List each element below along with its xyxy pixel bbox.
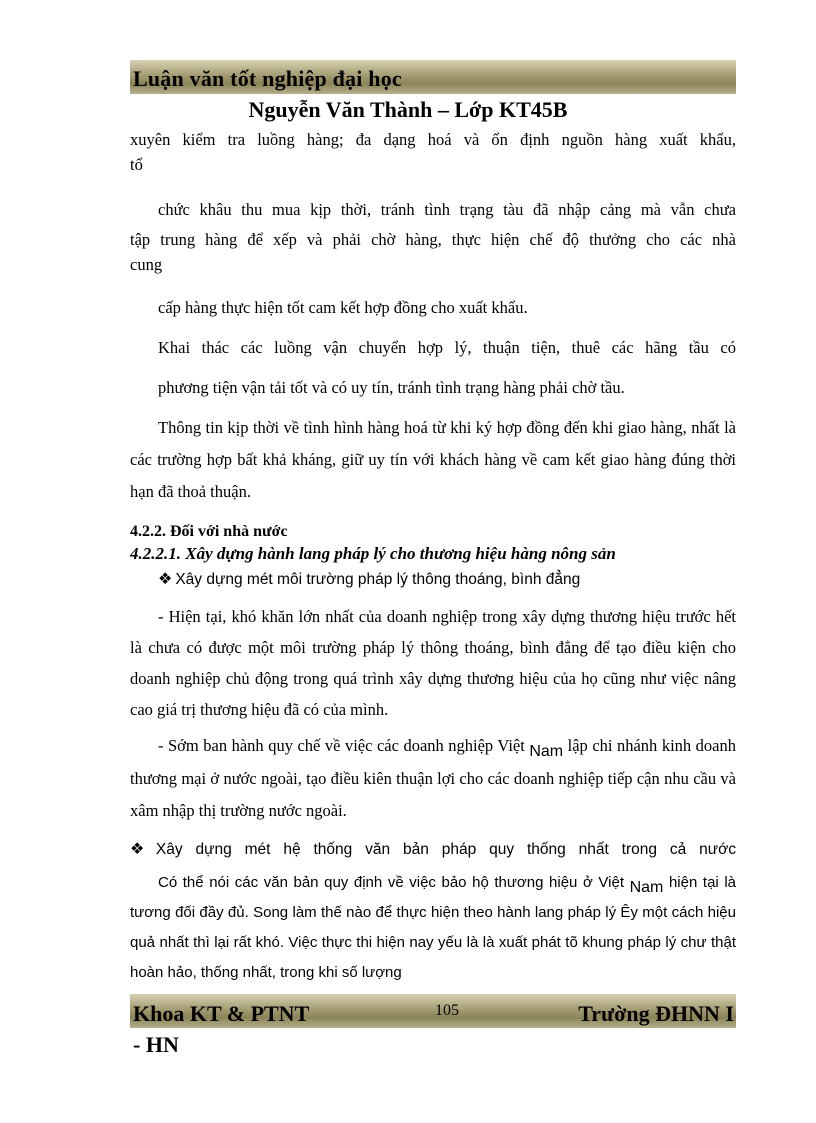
- heading-4-2-2: 4.2.2. Đối với nhà nước: [130, 523, 288, 540]
- paragraph-8: [130, 730, 736, 827]
- footer-university: Trường ĐHNN I: [578, 1001, 734, 1026]
- paragraph-4: Khai thác các luồng vận chuyển hợp lý, thuận tiện, thuê các hãng tầu có: [158, 338, 736, 357]
- page-body: [130, 127, 736, 988]
- paragraph-8-nam: Nam: [529, 743, 564, 760]
- diamond-bullet-icon: ❖: [158, 571, 173, 588]
- header-title: Luận văn tốt nghiệp đại học: [133, 66, 402, 91]
- paragraph-8-text-a: - Sớm ban hành quy chế về việc các doanh nghiệp Việt: [158, 736, 525, 755]
- paragraph-1: [130, 127, 736, 177]
- paragraph-2-line-3: cung: [130, 255, 163, 274]
- paragraph-7: - Hiện tại, khó khăn lớn nhất của doanh nghiệp trong xây dựng thương hiệu trước hết là chưa có được một môi trường pháp lý thông thoáng, bình đẳng để tạo điều kiện cho doanh nghiệp chủ động trong quá trình xây dựng thương hiệu của họ cũng như việc nâng cao giá trị thương hiệu đã có của mình.: [130, 607, 736, 719]
- header-author: Nguyễn Văn Thành – Lớp KT45B: [248, 97, 568, 122]
- heading-4-2-2-1: 4.2.2.1. Xây dựng hành lang pháp lý cho thương hiệu hàng nông sản: [130, 544, 616, 563]
- paragraph-9-nam: Nam: [629, 879, 664, 896]
- footer-faculty: Khoa KT & PTNT: [133, 1001, 310, 1026]
- paragraph-9-text-b: hiện tại là tương đối đầy đủ. Song làm thế nào để thực hiện theo hành lang pháp lý Êy một cách hiệu quả nhất thì lại rất khó. Việc thực thi hiện nay yếu là là xuất phát tõ khung pháp lý chư thật hoàn hảo, thống nhất, trong khi số lượng: [130, 874, 736, 981]
- bullet-1: [130, 565, 736, 595]
- page-number: 105: [435, 1002, 459, 1019]
- diamond-bullet-icon: ❖: [130, 841, 153, 858]
- paragraph-9: [130, 868, 736, 988]
- bullet-1-text: Xây dựng mét môi trường pháp lý thông thoáng, bình đẳng: [175, 571, 581, 588]
- paragraph-2-line-2: tập trung hàng để xếp và phải chờ hàng, thực hiện chế độ thưởng cho các nhà: [130, 230, 736, 249]
- paragraph-2-line-1: chức khâu thu mua kịp thời, tránh tình trạng tàu đã nhập cảng mà vẫn chưa: [158, 200, 736, 219]
- bullet-2: [130, 835, 736, 865]
- bullet-2-text: Xây dựng mét hệ thống văn bản pháp quy thống nhất trong cả nước: [155, 841, 737, 858]
- paragraph-9-text-a: Có thể nói các văn bản quy định về việc bảo hộ thương hiệu ở Việt: [158, 874, 624, 891]
- footer-continuation: - HN: [133, 1032, 179, 1057]
- paragraph-8-text-b: lập chi nhánh kinh doanh thương mại ở nước ngoài, tạo điều kiên thuận lợi cho các doanh nghiệp tiếp cận nhu cầu và xâm nhập thị trường nước ngoài.: [130, 736, 736, 820]
- paragraph-3: cấp hàng thực hiện tốt cam kết hợp đồng cho xuất khẩu.: [158, 298, 528, 317]
- paragraph-2: [130, 194, 736, 276]
- paragraph-6: Thông tin kịp thời về tình hình hàng hoá từ khi ký hợp đồng đến khi giao hàng, nhất là các trường hợp bất khả kháng, giữ uy tín với khách hàng về cam kết giao hàng đúng thời hạn đã thoả thuận.: [130, 418, 736, 501]
- paragraph-1-line-2: tổ: [130, 155, 143, 174]
- paragraph-1-line-1: xuyên kiểm tra luồng hàng; đa dạng hoá và ổn định nguồn hàng xuất khẩu,: [130, 130, 736, 149]
- paragraph-5: phương tiện vận tải tốt và có uy tín, tránh tình trạng hàng phải chờ tầu.: [158, 378, 625, 397]
